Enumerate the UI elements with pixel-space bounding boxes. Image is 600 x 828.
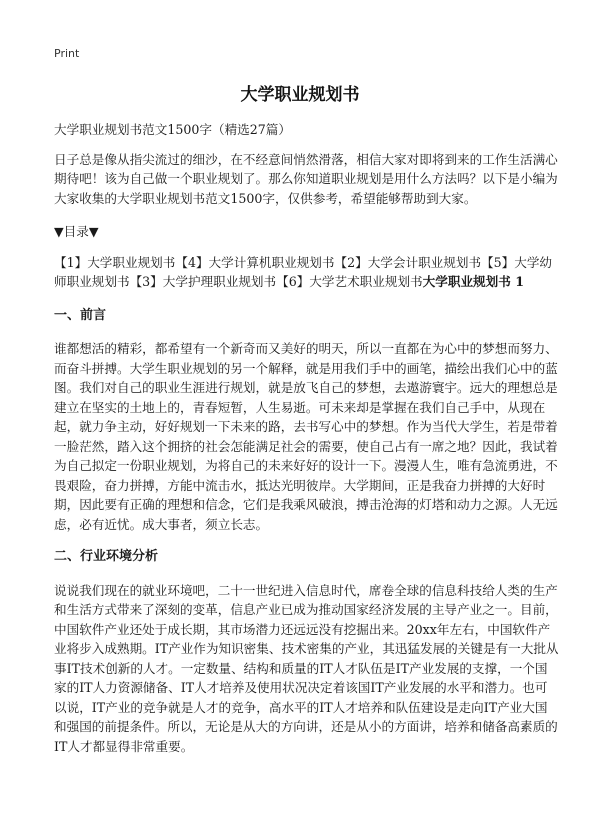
page-title: 大学职业规划书 xyxy=(240,85,360,105)
print-link[interactable]: Print xyxy=(54,47,80,60)
toc-link-4[interactable]: 【4】大学计算机职业规划书 xyxy=(175,254,335,270)
article-heading: 大学职业规划书 1 xyxy=(422,274,524,289)
toc-link-1[interactable]: 【1】大学职业规划书 xyxy=(54,254,176,270)
toc-link-2[interactable]: 【2】大学会计职业规划书 xyxy=(334,254,482,270)
section-body-industry: 说说我们现在的就业环境吧，二十一世纪进入信息时代，席卷全球的信息科技给人类的生产和生活方式带来了深刻的变革，信息产业已成为推动国家经济发展的主导产业之一。目前，中国软件产业还处于成长期，其市场潜力还远远没有挖掘出来。20xx年左右，中国软件产业将步入成熟期。IT产业作为知识密集、技术密集的产业，其迅猛发展的关键是有一大批从事IT技术创新的人才。一定数量、结构和质量的IT人才队伍是IT产业发展的支撑，一个国家的IT人力资源储备、IT人才培养及使用状况决定着该国IT产业发展的水平和潜力。也可以说，IT产业的竞争就是人才的竞争，高水平的IT人才培养和队伍建设是走向IT产业大国和强国的前提条件。所以，无论是从大的方向讲，还是从小的方面讲，培养和储备高素质的IT人才都显得非常重要。 xyxy=(54,582,559,754)
document-content xyxy=(54,120,560,769)
toc-link-6[interactable]: 【6】大学艺术职业规划书 xyxy=(276,274,423,289)
toc-link-5[interactable]: 【5】大学幼师职业规划书 xyxy=(54,254,553,289)
toc-toggle[interactable]: ▼目录▼ xyxy=(54,224,99,239)
section-heading-preface: 一、前言 xyxy=(54,307,107,323)
document-subtitle: 大学职业规划书范文1500字（精选27篇） xyxy=(54,122,291,137)
toc-link-3[interactable]: 【3】大学护理职业规划书 xyxy=(129,274,277,289)
section-body-preface: 谁都想活的精彩，都希望有一个新奇而又美好的明天，所以一直都在为心中的梦想而努力、而奋斗拼搏。大学生职业规划的另一个解释，就是用我们手中的画笔，描绘出我们心中的蓝图。我们对自己的职业生涯进行规划，就是放飞自己的梦想，去遨游寰宇。远大的理想总是建立在坚实的土地上的，青春短暂，人生易逝。可未来却是掌握在我们自己手中，从现在起，就力争主动，好好规划一下未来的路，去书写心中的梦想。作为当代大学生，若是带着一脸茫然，踏入这个拥挤的社会怎能满足社会的需要，使自己占有一席之地？因此，我试着为自己拟定一份职业规划，为将自己的未来好好的设计一下。漫漫人生，唯有急流勇进，不畏艰险，奋力拼搏，方能中流击水，抵达光明彼岸。大学期间，正是我奋力拼搏的大好时期，因此要有正确的理想和信念，它们是我乘风破浪，搏击沧海的灯塔和动力之源。人无远虑，必有近忧。成大事者，须立长志。 xyxy=(54,341,558,532)
intro-paragraph: 日子总是像从指尖流过的细沙，在不经意间悄然滑落，相信大家对即将到来的工作生活满心期待吧！该为自己做一个职业规划了。那么你知道职业规划是用什么方法吗？以下是小编为大家收集的大学职业规划书范文1500字，仅供参考，希望能够帮助到大家。 xyxy=(54,151,558,206)
table-of-contents xyxy=(54,253,560,292)
section-heading-industry: 二、行业环境分析 xyxy=(54,549,159,564)
